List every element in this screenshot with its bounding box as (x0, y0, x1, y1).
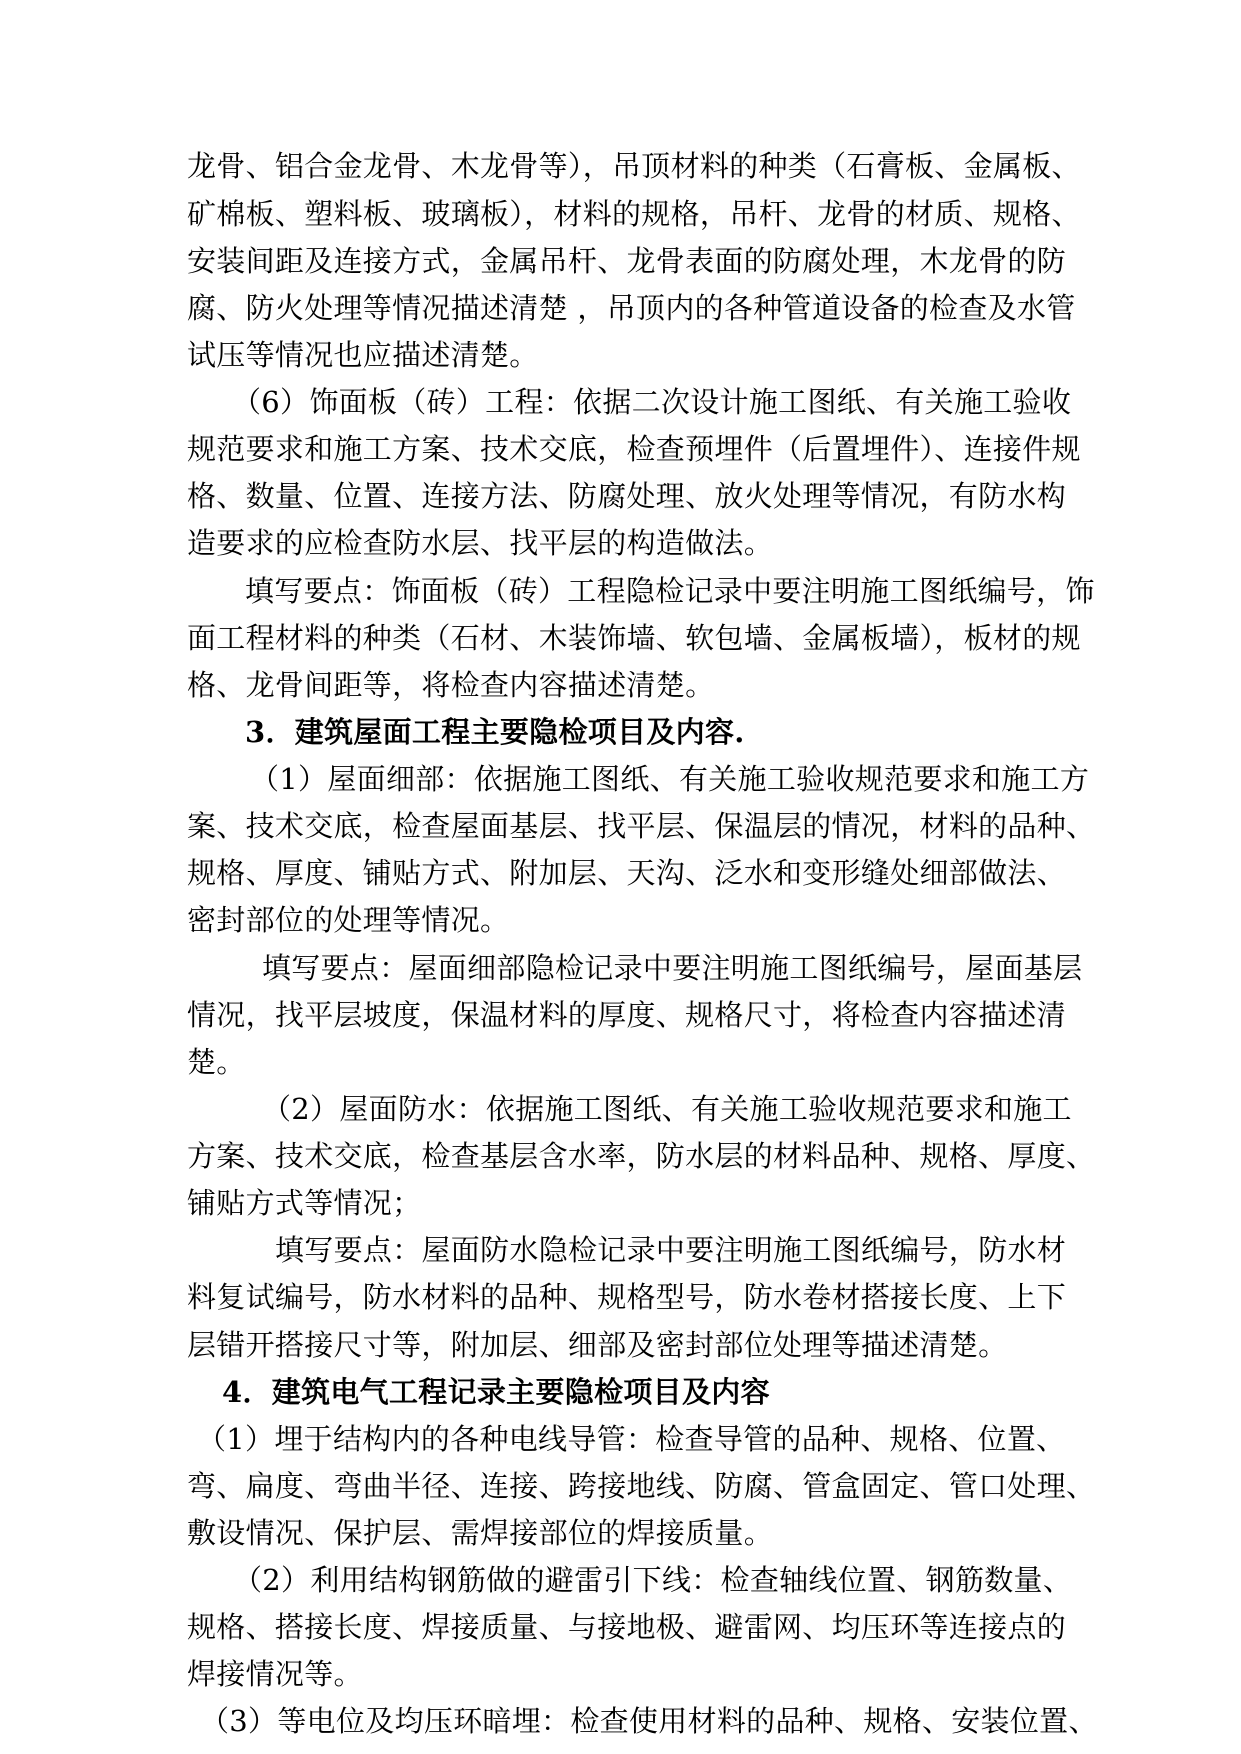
text-line: （2）屋面防水：依据施工图纸、有关施工验收规范要求和施工 (262, 1092, 1072, 1126)
text-line: 格、龙骨间距等，将检查内容描述清楚。 (187, 668, 715, 702)
text-line: 填写要点：饰面板（砖）工程隐检记录中要注明施工图纸编号，饰 (245, 574, 1095, 608)
text-line: 敷设情况、保护层、需焊接部位的焊接质量。 (187, 1516, 774, 1550)
text-line: 试压等情况也应描述清楚。 (187, 338, 539, 372)
text-line: 层错开搭接尺寸等，附加层、细部及密封部位处理等描述清楚。 (187, 1328, 1008, 1362)
text-line: 弯、扁度、弯曲半径、连接、跨接地线、防腐、管盒固定、管口处理、 (187, 1469, 1096, 1503)
text-line: 格、数量、位置、连接方法、防腐处理、放火处理等情况，有防水构 (187, 479, 1067, 513)
text-line: （1）埋于结构内的各种电线导管：检查导管的品种、规格、位置、 (197, 1422, 1066, 1456)
text-line: 铺贴方式等情况； (187, 1186, 422, 1220)
text-line: （2）利用结构钢筋做的避雷引下线：检查轴线位置、钢筋数量、 (233, 1563, 1073, 1597)
text-line: 焊接情况等。 (187, 1657, 363, 1691)
text-line: （3）等电位及均压环暗埋：检查使用材料的品种、规格、安装位置、 (200, 1704, 1098, 1738)
text-line: 料复试编号，防水材料的品种、规格型号，防水卷材搭接长度、上下 (187, 1280, 1067, 1314)
text-line: 面工程材料的种类（石材、木装饰墙、软包墙、金属板墙），板材的规 (187, 621, 1081, 655)
text-line: 规范要求和施工方案、技术交底，检查预埋件（后置埋件）、连接件规 (187, 432, 1081, 466)
section-heading: 4．建筑电气工程记录主要隐检项目及内容 (222, 1375, 770, 1409)
text-line: 情况，找平层坡度，保温材料的厚度、规格尺寸，将检查内容描述清 (187, 998, 1067, 1032)
text-line: 案、技术交底，检查屋面基层、找平层、保温层的情况，材料的品种、 (187, 809, 1096, 843)
text-line: 密封部位的处理等情况。 (187, 903, 510, 937)
section-heading: 3．建筑屋面工程主要隐检项目及内容. (245, 715, 745, 749)
text-line: 安装间距及连接方式，金属吊杆、龙骨表面的防腐处理，木龙骨的防 (187, 244, 1067, 278)
text-line: 方案、技术交底，检查基层含水率，防水层的材料品种、规格、厚度、 (187, 1139, 1096, 1173)
text-line: 龙骨、铝合金龙骨、木龙骨等），吊顶材料的种类（石膏板、金属板、 (187, 149, 1081, 183)
text-line: 楚。 (187, 1045, 246, 1079)
text-line: （1）屋面细部：依据施工图纸、有关施工验收规范要求和施工方 (250, 762, 1090, 796)
text-line: 造要求的应检查防水层、找平层的构造做法。 (187, 526, 774, 560)
text-line: 矿棉板、塑料板、玻璃板），材料的规格，吊杆、龙骨的材质、规格、 (187, 197, 1081, 231)
text-line: 腐、防火处理等情况描述清楚 ，吊顶内的各种管道设备的检查及水管 (187, 291, 1076, 325)
text-line: 规格、厚度、铺贴方式、附加层、天沟、泛水和变形缝处细部做法、 (187, 856, 1067, 890)
text-line: 填写要点：屋面防水隐检记录中要注明施工图纸编号，防水材 (275, 1233, 1067, 1267)
text-line: （6）饰面板（砖）工程：依据二次设计施工图纸、有关施工验收 (232, 385, 1072, 419)
text-line: 填写要点：屋面细部隐检记录中要注明施工图纸编号，屋面基层 (262, 951, 1083, 985)
text-line: 规格、搭接长度、焊接质量、与接地极、避雷网、均压环等连接点的 (187, 1610, 1067, 1644)
